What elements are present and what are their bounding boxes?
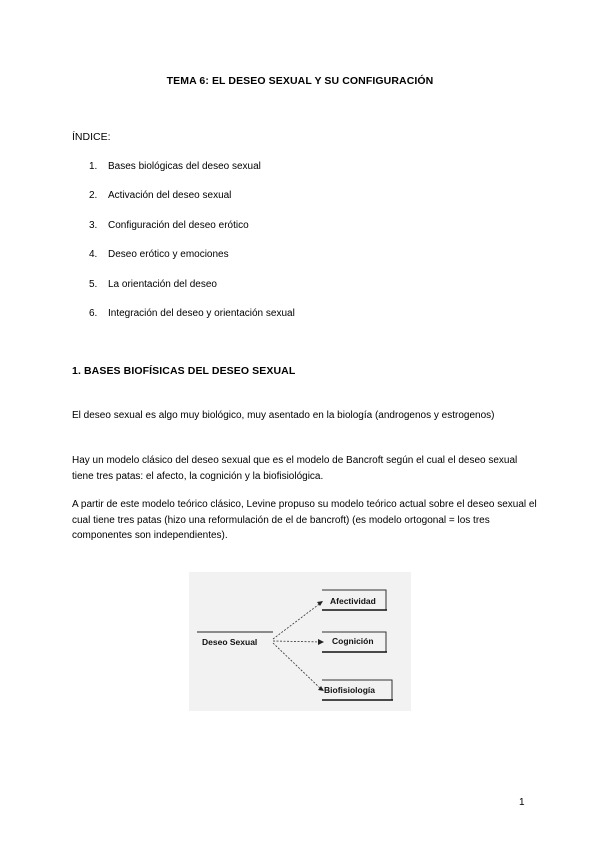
index-item-number: 5. [89,278,98,290]
page-number: 1 [519,797,525,808]
index-item-number: 2. [89,190,98,202]
diagram-branch-label: Afectividad [330,596,376,606]
index-item-text: Integración del deseo y orientación sexual [108,307,295,319]
index-item [89,156,295,185]
branch-line-biofisiologia [273,643,322,690]
index-item-text: Deseo erótico y emociones [108,249,229,261]
paragraph: A partir de este modelo teórico clásico, Levine propuso su modelo teórico actual sobre el deseo sexual el cual tiene tres patas (hizo una reformulación de el de bancroft) (es modelo ortogonal = los tres componentes son independientes). [72,499,537,541]
index-item [89,303,295,332]
index-item-text: Bases biológicas del deseo sexual [108,161,261,172]
index-item-text: La orientación del deseo [108,278,217,290]
index-label: ÍNDICE: [72,131,111,143]
index-item [89,244,295,273]
index-item-text: Configuración del deseo erótico [108,219,249,231]
index-item-number: 4. [89,249,98,261]
index-item-number: 3. [89,219,98,231]
arrowhead-icon [318,639,324,645]
section-heading: 1. BASES BIOFÍSICAS DEL DESEO SEXUAL [72,365,296,377]
desire-model-diagram [189,572,411,711]
paragraph: Hay un modelo clásico del deseo sexual que es el modelo de Bancroft según el cual el deseo sexual tiene tres patas: el afecto, la cognición y la biofisiológica. [72,455,518,482]
index-item-number: 1. [89,161,98,172]
index-item-number: 6. [89,307,98,319]
diagram-root-label: Deseo Sexual [202,637,258,647]
document-title: TEMA 6: EL DESEO SEXUAL Y SU CONFIGURACIÓN [166,75,434,87]
branch-line-afectividad [273,602,322,639]
index-item [89,215,295,244]
branch-line-cognicion [273,641,322,642]
index-item [89,185,295,214]
diagram-branch-label: Biofisiología [324,685,375,695]
index-list [89,156,295,332]
paragraph: El deseo sexual es algo muy biológico, muy asentado en la biología (androgenos y estrogenos) [72,410,495,421]
index-item-text: Activación del deseo sexual [108,190,232,202]
diagram-branch-label: Cognición [332,636,374,646]
index-item [89,274,295,303]
